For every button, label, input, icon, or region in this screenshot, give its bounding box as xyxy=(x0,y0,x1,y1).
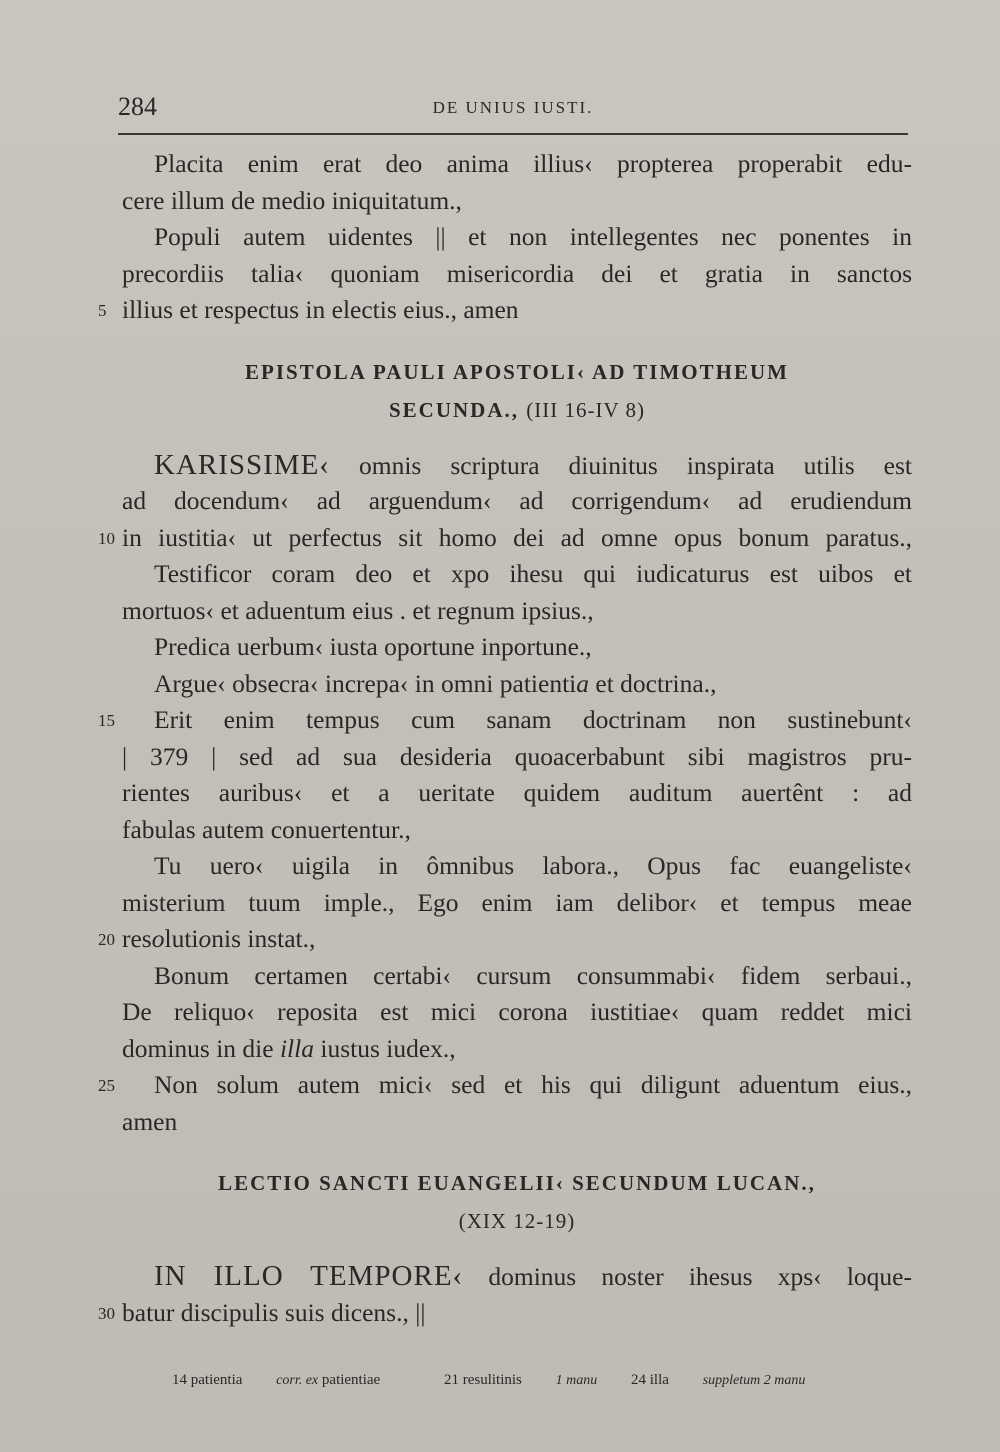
incipit: IN ILLO TEMPORE‹ xyxy=(154,1260,464,1292)
line-number: 30 xyxy=(98,1303,115,1323)
page-number: 284 xyxy=(118,92,157,121)
text-line: mortuos‹ et aduentum eius . et regnum ipsius., xyxy=(122,595,594,625)
text-line: 10 in iustitia‹ ut perfectus sit homo dei ad omne opus bonum paratus., xyxy=(122,520,912,557)
section-heading: LECTIO SANCTI EUANGELII‹ SECUNDUM LUCAN., xyxy=(218,1171,816,1195)
text-line: Placita enim erat deo anima illius‹ propterea properabit edu- xyxy=(154,149,912,178)
text-line: 20 resolutionis instat., xyxy=(122,921,912,958)
spacer xyxy=(122,429,912,447)
section-heading: EPISTOLA PAULI APOSTOLI‹ AD TIMOTHEUM xyxy=(245,359,789,384)
main-text xyxy=(98,146,912,1331)
text-line: dominus in die illa iustus iudex., xyxy=(122,1033,456,1063)
line-number: 20 xyxy=(98,930,115,949)
section-heading-line2 xyxy=(122,391,912,429)
incipit: KARISSIME‹ xyxy=(154,448,330,481)
text-line: cere illum de medio iniquitatum., xyxy=(122,185,462,215)
page-header xyxy=(118,92,908,136)
italic-word: illa xyxy=(279,1033,314,1063)
text-line: | 379 | sed ad sua desideria quoacerbabunt sibi magistros pru- xyxy=(122,741,912,771)
text-line: ad docendum‹ ad arguendum‹ ad corrigendum‹ ad erudiendum xyxy=(122,486,912,515)
text-line: fabulas autem conuertentur., xyxy=(122,814,411,844)
text-line: 30 batur discipulis suis dicens., || xyxy=(122,1295,912,1332)
footnote: 24 illa suppletum 2 manu xyxy=(631,1372,806,1388)
text-line: rientes auribus‹ et a ueritate quidem auditum auertênt : ad xyxy=(122,778,912,807)
spacer xyxy=(122,1140,912,1164)
footnote: 14 patientia corr. ex patientiae xyxy=(172,1372,381,1388)
line-number: 25 xyxy=(98,1076,115,1095)
text-line: Populi autem uidentes || et non intellegentes nec ponentes in xyxy=(154,222,912,251)
running-title: DE UNIUS IUSTI. xyxy=(432,98,594,117)
line-number: 15 xyxy=(98,711,115,730)
section-heading-line2 xyxy=(122,1202,912,1240)
text-line: IN ILLO TEMPORE‹ dominus noster ihesus xps‹ loque- xyxy=(154,1260,912,1292)
italic-letter: a xyxy=(576,668,589,698)
text-line: Bonum certamen certabi‹ cursum consummabi‹ fidem serbaui., xyxy=(154,960,912,990)
spacer xyxy=(122,329,912,353)
line-number: 5 xyxy=(98,301,107,320)
text-line: Argue‹ obsecra‹ increpa‹ in omni patientia et doctrina., xyxy=(154,668,717,698)
text-line: 5 illius et respectus in electis eius., amen xyxy=(122,292,912,329)
text-line: De reliquo‹ reposita est mici corona iustitiae‹ quam reddet mici xyxy=(122,997,912,1026)
text-line: KARISSIME‹ omnis scriptura diuinitus inspirata utilis est xyxy=(154,448,912,481)
text-line: misterium tuum imple., Ego enim iam delibor‹ et tempus meae xyxy=(122,887,912,917)
text-line: amen xyxy=(122,1106,178,1136)
scripture-reference: (III 16-IV 8) xyxy=(526,397,645,422)
footnotes xyxy=(172,1372,872,1389)
header-rule xyxy=(118,133,908,135)
text-line: precordiis talia‹ quoniam misericordia dei et gratia in sanctos xyxy=(122,258,912,288)
footnote: 21 resulitinis 1 manu xyxy=(443,1372,598,1388)
text-line: 25 Non solum autem mici‹ sed et his qui diligunt aduentum eius., xyxy=(122,1067,912,1104)
line-number: 10 xyxy=(98,528,115,548)
text-line: Tu uero‹ uigila in ômnibus labora., Opus fac euangeliste‹ xyxy=(154,851,912,880)
spacer xyxy=(122,1240,912,1258)
text-line: 15 Erit enim tempus cum sanam doctrinam non sustinebunt‹ xyxy=(122,702,912,739)
text-line: Testificor coram deo et xpo ihesu qui iudicaturus est uibos et xyxy=(154,559,912,588)
heading-text: SECUNDA., xyxy=(388,397,519,422)
text-line: Predica uerbum‹ iusta oportune inportune., xyxy=(154,632,592,661)
scripture-reference: (XIX 12-19) xyxy=(458,1209,576,1233)
